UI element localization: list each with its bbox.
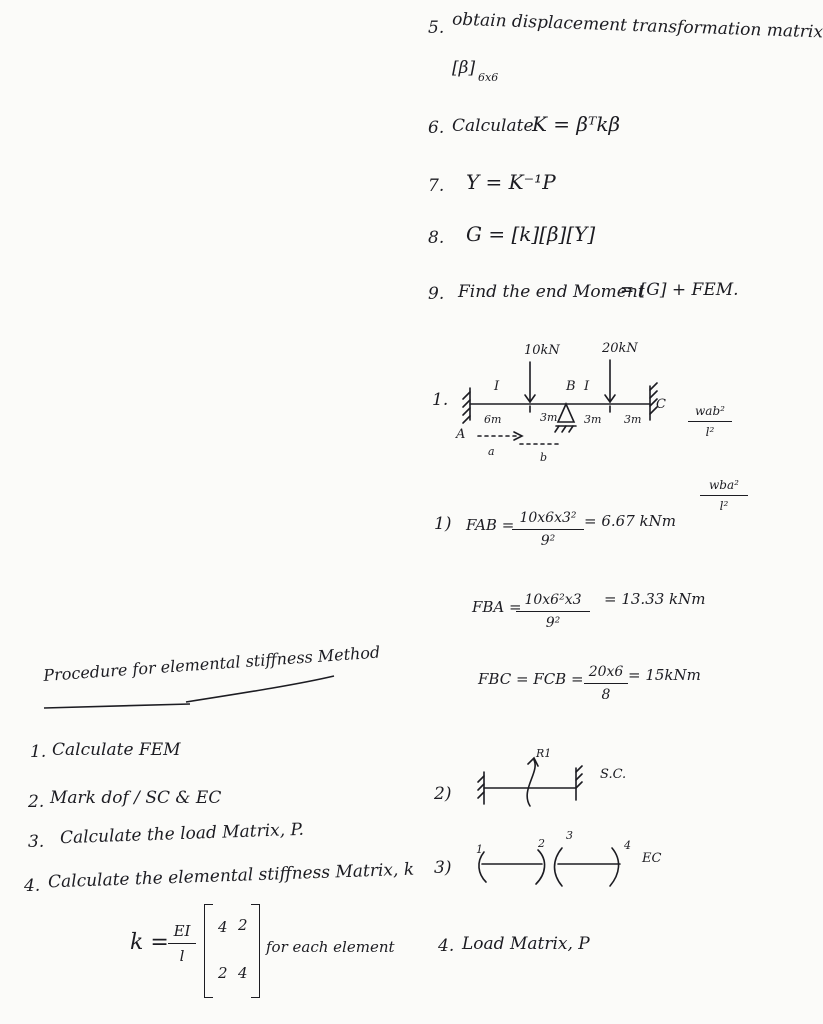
load-label-10kn: 10kN	[524, 343, 560, 358]
fab-result: = 6.67 kNm	[584, 512, 676, 530]
matrix-size: 6x6	[478, 71, 499, 84]
step-text: Find the end Moment	[458, 282, 645, 302]
step-text: obtain displacement transformation matrix	[451, 9, 823, 43]
step-formula: G = [k][β][Y]	[466, 222, 596, 246]
item-number: 1.	[30, 742, 47, 762]
k-label: k =	[130, 930, 169, 955]
ec-dof-4: 4	[624, 839, 631, 852]
step-number: 9.	[428, 284, 445, 304]
item-number: 3.	[28, 832, 45, 852]
sc-dof-mark: R1	[536, 747, 552, 760]
segment-length-1: 3m	[540, 411, 558, 424]
ec-step-number: 3)	[434, 858, 452, 878]
item-number: 2.	[28, 792, 45, 812]
fab-fraction: 10x6x3² 9²	[512, 510, 584, 549]
side-formula-2: wba² l²	[700, 478, 748, 513]
segment-length-3: 3m	[624, 413, 642, 426]
fbc-result: = 15kNm	[628, 666, 701, 684]
moment-of-inertia-2: I	[584, 379, 590, 394]
fab-label: FAB =	[466, 516, 515, 534]
segment-length-2: 3m	[584, 413, 602, 426]
item-text: Calculate the elemental stiffness Matrix, k	[47, 859, 415, 893]
moment-of-inertia-1: I	[494, 379, 500, 394]
side-formula-1: wab² l²	[688, 404, 732, 439]
item-text: Calculate FEM	[52, 740, 181, 760]
step-formula: = [G] + FEM.	[620, 280, 739, 300]
load-step-number: 4.	[438, 936, 455, 956]
span-length-ab: 6m	[484, 413, 502, 426]
fbc-label: FBC = FCB =	[478, 670, 584, 688]
step-formula: Y = K⁻¹P	[466, 170, 556, 194]
ec-dof-2: 2	[538, 837, 545, 850]
sc-step-number: 2)	[434, 784, 452, 804]
load-label-20kn: 20kN	[602, 341, 638, 356]
matrix-note: for each element	[266, 938, 395, 956]
distance-b-label: b	[540, 451, 548, 464]
procedure-heading: Procedure for elemental stiffness Method	[42, 642, 381, 685]
item-number: 4.	[24, 876, 41, 896]
sc-label: S.C.	[600, 767, 627, 782]
fbc-fraction: 20x6 8	[584, 664, 628, 703]
problem-number: 1.	[432, 390, 449, 410]
node-label-a: A	[456, 427, 466, 442]
step-text: Calculate	[452, 116, 534, 136]
fba-fraction: 10x6²x3 9²	[516, 592, 590, 631]
item-text: Calculate the load Matrix, P.	[59, 819, 305, 849]
beta-matrix-symbol: [β]	[452, 58, 476, 78]
step-number: 5.	[428, 18, 445, 38]
step-number: 6.	[428, 118, 445, 138]
matrix-cell: 2	[218, 964, 228, 982]
fba-label: FBA =	[472, 598, 522, 616]
ec-dof-3: 3	[566, 829, 573, 842]
item-text: Mark dof / SC & EC	[50, 788, 222, 808]
stiffness-matrix	[204, 904, 260, 998]
ec-label: EC	[642, 851, 662, 866]
ei-over-l: EI l	[168, 922, 196, 965]
ec-dof-1: 1	[476, 843, 483, 856]
distance-a-label: a	[488, 445, 495, 458]
fem-step-number: 1)	[434, 514, 452, 534]
node-label-b-top: B	[566, 379, 576, 394]
fba-result: = 13.33 kNm	[604, 590, 706, 608]
node-label-c: C	[656, 397, 666, 412]
step-formula: K = βᵀkβ	[532, 112, 621, 136]
step-number: 8.	[428, 228, 445, 248]
matrix-cell: 4	[238, 964, 248, 982]
load-step-text: Load Matrix, P	[462, 934, 590, 954]
matrix-cell: 2	[238, 916, 248, 934]
matrix-cell: 4	[218, 918, 228, 936]
step-number: 7.	[428, 176, 445, 196]
